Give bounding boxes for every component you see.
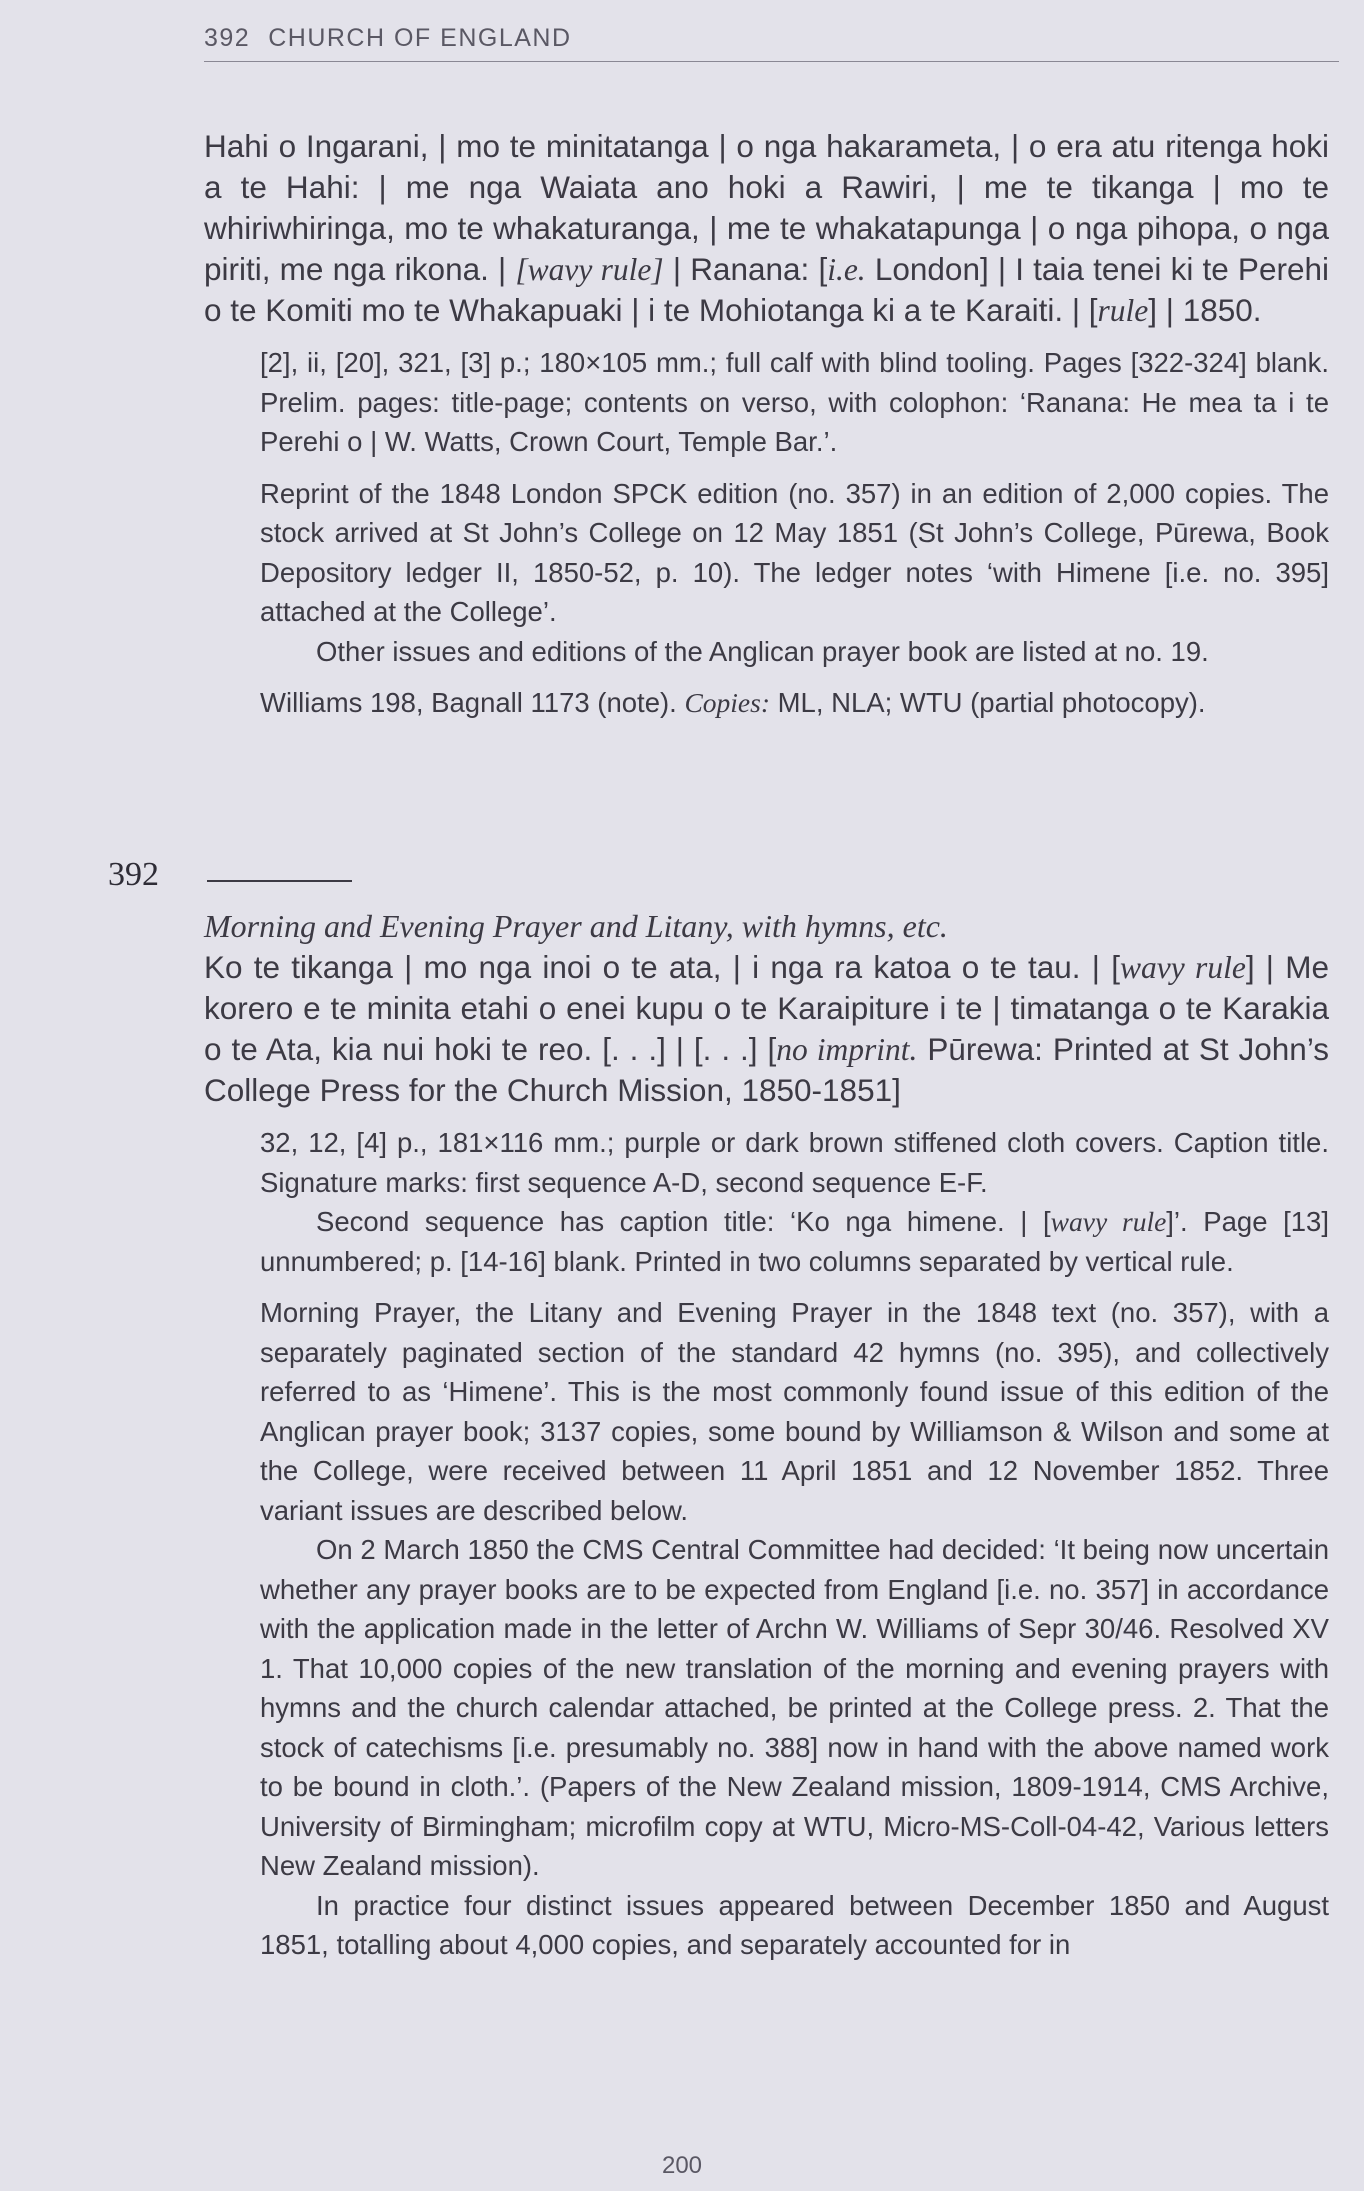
entry-391-references: Williams 198, Bagnall 1173 (note). Copies: ML, NLA; WTU (partial photocopy). xyxy=(260,687,1206,718)
entry-391-title: Hahi o Ingarani, | mo te minitatanga | o nga hakarameta, | o era atu ritenga hoki a te Hahi: | me nga Waiata ano hoki a Rawiri, | me te tikanga | mo te whiriwhiringa, mo te whakaturanga, | me te whakatapunga | o nga pihopa, o nga piriti, me nga rikona. | [wavy rule] | Ranana: [i.e. London] | I taia tenei ki te Perehi o te Komiti mo te Whakapuaki | i te Mohiotanga ki a te Karaiti. | [rule] | 1850. xyxy=(204,128,1329,328)
entry-391 xyxy=(204,126,1329,723)
running-head-title: CHURCH OF ENGLAND xyxy=(268,24,572,52)
entry-392-collation: 32, 12, [4] p., 181×116 mm.; purple or dark brown stiffened cloth covers. Caption title. Signature marks: first sequence A-D, second sequence E-F. xyxy=(260,1127,1329,1198)
entry-392-note: On 2 March 1850 the CMS Central Committee had decided: ‘It being now uncertain whether any prayer books are to be expected from England [i.e. no. 357] in accordance with the application made in the letter of Archn W. Williams of Sepr 30/46. Resolved XV 1. That 10,000 copies of the new translation of the morning and evening prayers with hymns and the church calendar attached, be printed at the College press. 2. That the stock of catechisms [i.e. presumably no. 388] now in hand with the above named work to be bound in cloth.’. (Papers of the New Zealand mission, 1809-1914, CMS Archive, University of Birmingham; microfilm copy at WTU, Micro-MS-Coll-04-42, Various letters New Zealand mission). xyxy=(260,1534,1329,1881)
entry-392-title: Ko te tikanga | mo nga inoi o te ata, | i nga ra katoa o te tau. | [wavy rule] | Me korero e te minita etahi o enei kupu o te Karaipiture i te | timatanga o te Karakia o te Ata, kia nui hoki te reo. [. . .] | [. . .] [no imprint. Pūrewa: Printed at St John’s College Press for the Church Mission, 1850-1851] xyxy=(204,949,1330,1108)
running-head xyxy=(204,24,1339,62)
entry-392-uniform-title: Morning and Evening Prayer and Litany, with hymns, etc. xyxy=(204,908,948,944)
entry-392-note: Morning Prayer, the Litany and Evening Prayer in the 1848 text (no. 357), with a separately paginated section of the standard 42 hymns (no. 395), and collectively referred to as ‘Himene’. This is the most commonly found issue of this edition of the Anglican prayer book; 3137 copies, some bound by Williamson & Wilson and some at the College, were received between 11 April 1851 and 12 November 1852. Three variant issues are described below. xyxy=(260,1297,1329,1526)
entry-391-note: Other issues and editions of the Anglican prayer book are listed at no. 19. xyxy=(316,635,1209,667)
entry-392-collation-note: Second sequence has caption title: ‘Ko nga himene. | [wavy rule]’. Page [13] unnumbered; p. [14-16] blank. Printed in two columns separated by vertical rule. xyxy=(260,1206,1329,1277)
entry-391-note: Reprint of the 1848 London SPCK edition (no. 357) in an edition of 2,000 copies. The stock arrived at St John’s College on 12 May 1851 (St John’s College, Pūrewa, Book Depository ledger II, 1850-52, p. 10). The ledger notes ‘with Himene [i.e. no. 395] attached at the College’. xyxy=(260,477,1329,627)
entry-number: 392 xyxy=(108,856,159,893)
folio-page-number: 200 xyxy=(661,2152,703,2179)
author-dash-rule xyxy=(207,880,352,882)
entry-392-note: In practice four distinct issues appeared between December 1850 and August 1851, totalling about 4,000 copies, and separately accounted for in xyxy=(260,1889,1329,1960)
entry-392 xyxy=(204,906,1329,1965)
entry-391-collation: [2], ii, [20], 321, [3] p.; 180×105 mm.; full calf with blind tooling. Pages [322-324] blank. Prelim. pages: title-page; contents on verso, with colophon: ‘Ranana: He mea ta i te Perehi o | W. Watts, Crown Court, Temple Bar.’. xyxy=(260,347,1329,457)
running-head-page-number: 392 xyxy=(204,24,251,52)
